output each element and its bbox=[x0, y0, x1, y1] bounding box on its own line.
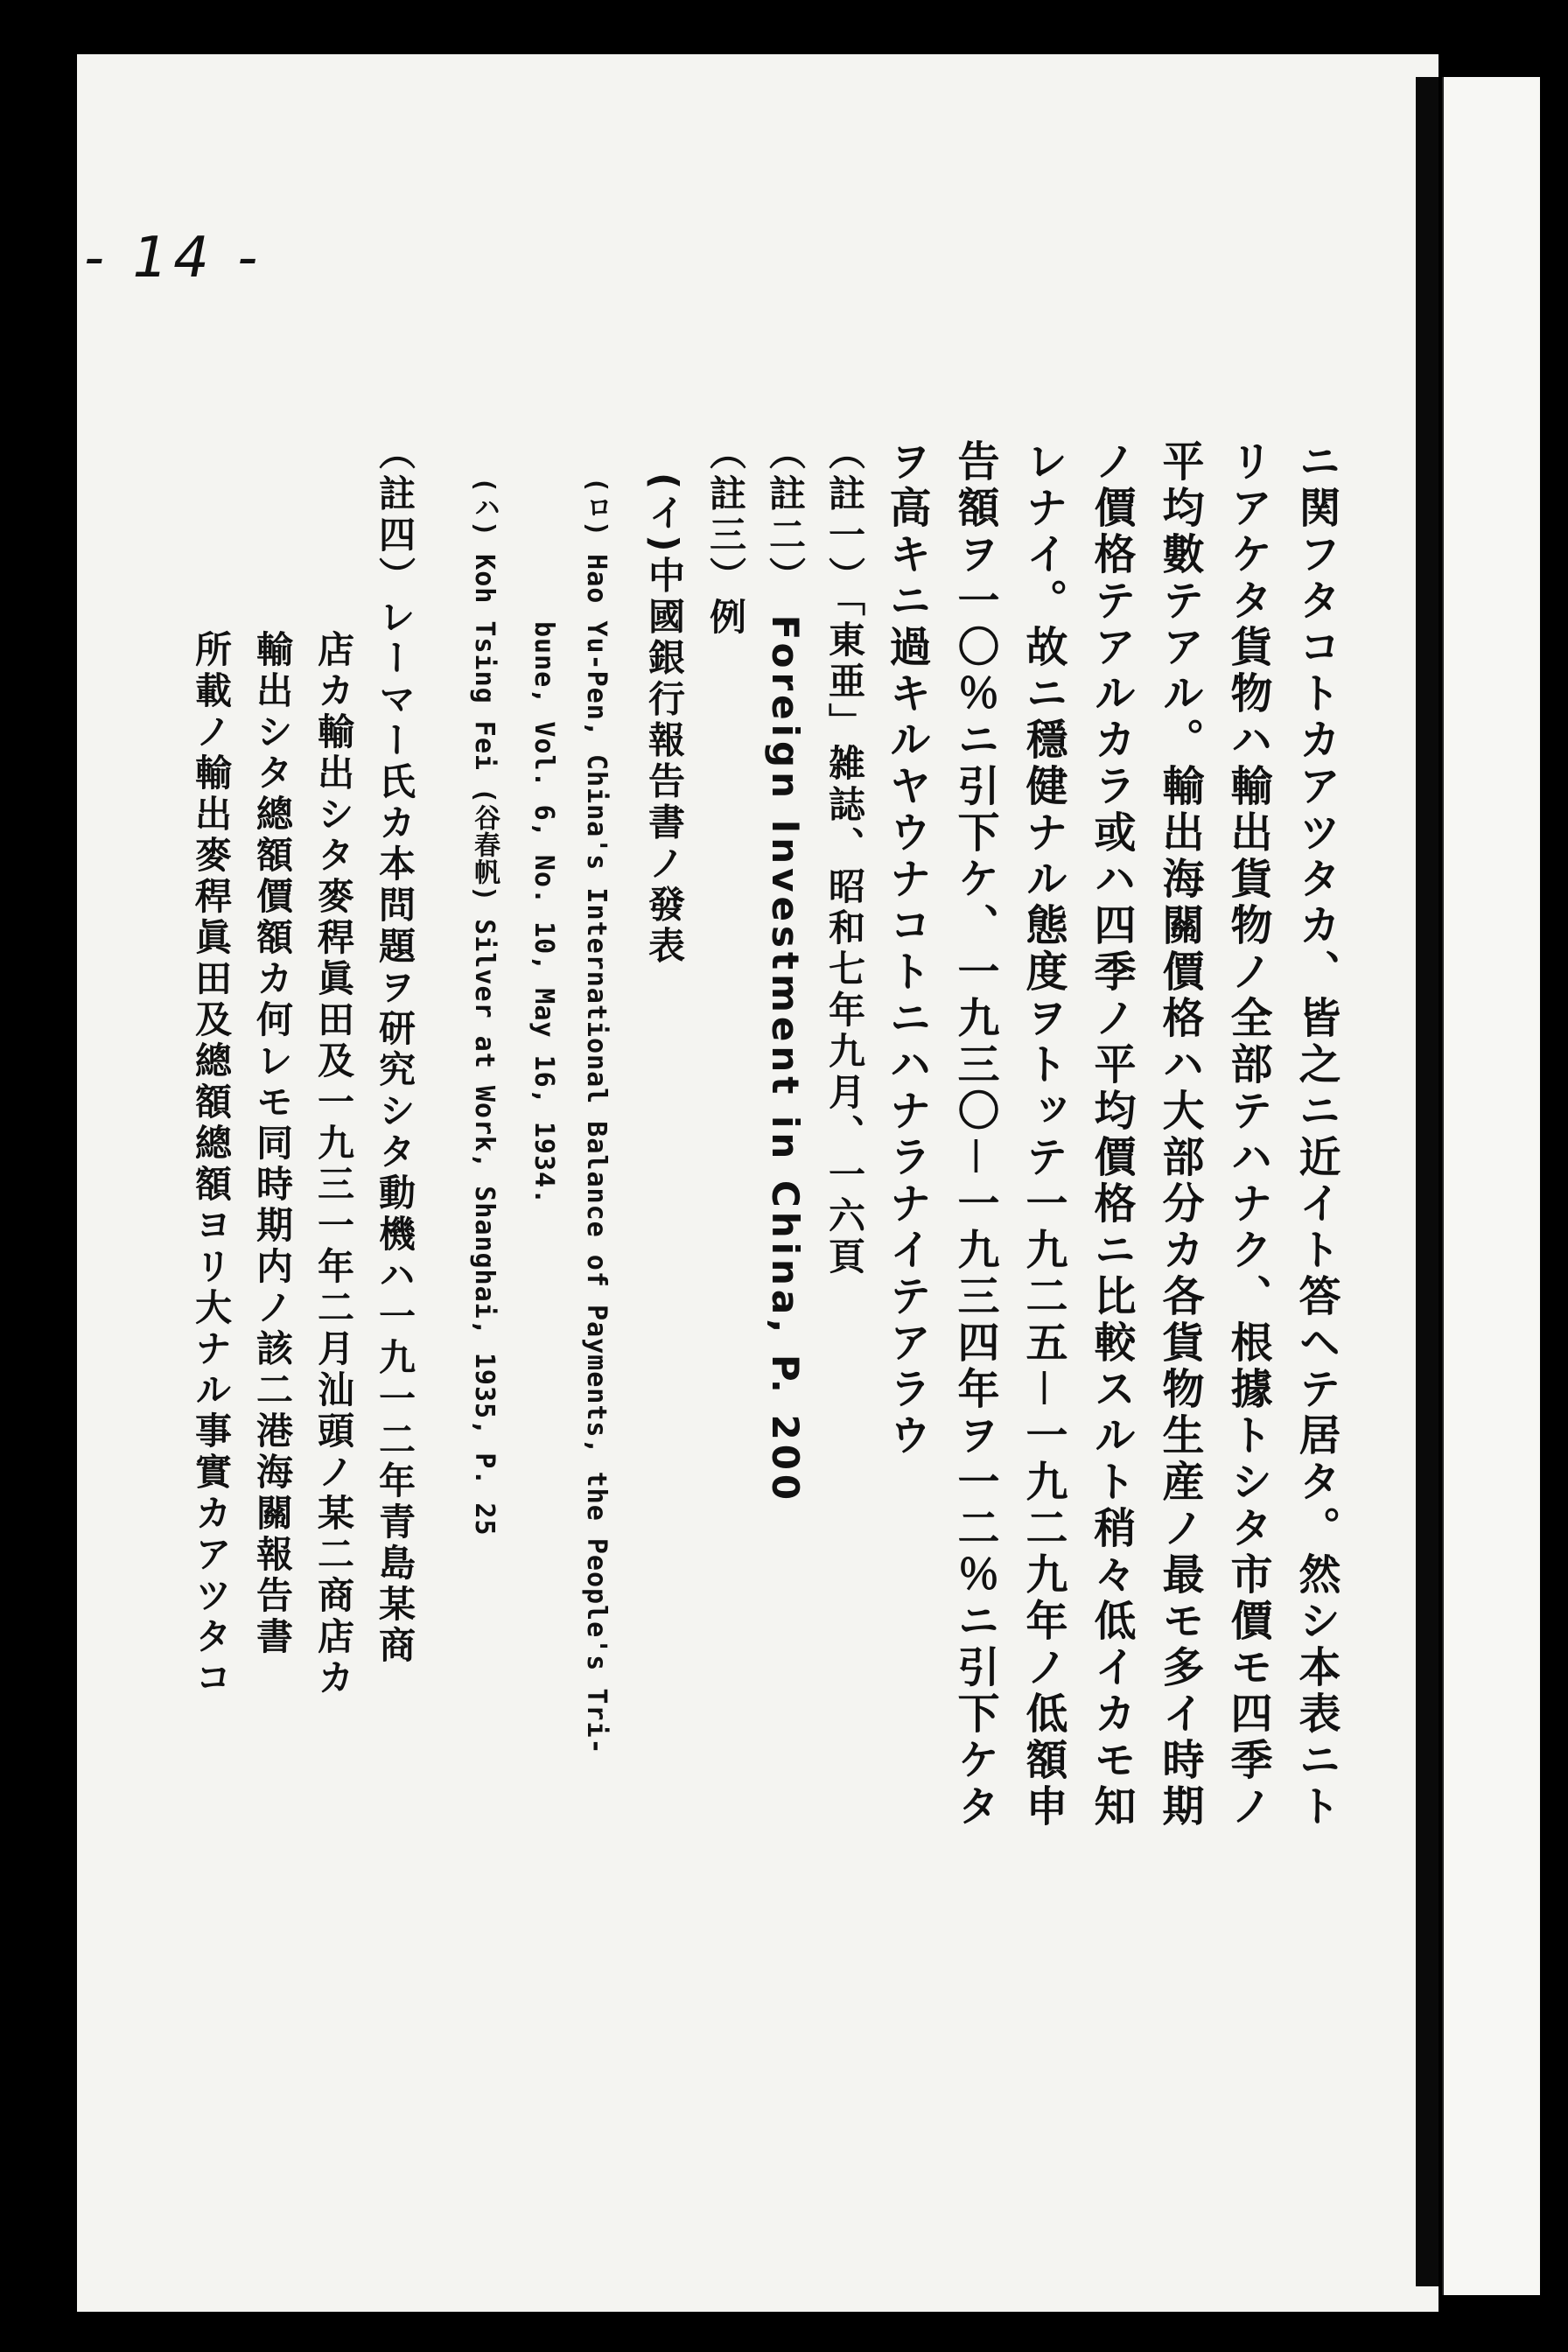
footnote-3-heading: （註三）例 bbox=[704, 433, 747, 639]
footnote-3-item-i: (イ)中國銀行報告書ノ發表 bbox=[643, 472, 686, 968]
footnote-4-cont: 輸出シタ總額價額カ何レモ同時期内ノ該二港海關報告書 bbox=[251, 630, 294, 1658]
footnote-4-cont: 店カ輸出シタ麥稈眞田及一九三一年二月汕頭ノ某二商店カ bbox=[312, 630, 355, 1699]
body-line: ニ関フタコトカアツタカ、皆之ニ近イト答ヘテ居タ。然シ本表ニト bbox=[1292, 439, 1340, 1830]
facing-page-edge bbox=[1442, 77, 1540, 2295]
footnote-3-item-ro-cont: bune, Vol. 6, No. 10, May 16, 1934. bbox=[528, 621, 559, 1206]
page-number: - 14 - bbox=[84, 226, 263, 290]
body-line: ノ價格テアルカラ或ハ四季ノ平均價格ニ比較スルト稍々低イカモ知 bbox=[1087, 439, 1136, 1830]
footnote-1: （註一）「東亜」雑誌、昭和七年九月、一六頁 bbox=[823, 433, 866, 1278]
body-line: ヲ高キニ過キルヤウナコトニハナラナイテアラウ bbox=[882, 439, 931, 1460]
footnote-4-cont: 所載ノ輸出麥稈眞田及總額總額ヨリ大ナル事實カアツタコ bbox=[190, 630, 233, 1699]
footnote-3-item-ha: (ハ) Koh Tsing Fei (谷春帆) Silver at Work, Shanghai, 1935, P. 25 bbox=[469, 477, 500, 1536]
body-line: レナイ。故ニ穩健ナル態度ヲトッテ一九二五－一九二九年ノ低額申 bbox=[1018, 439, 1068, 1831]
page-gutter bbox=[1416, 77, 1438, 2286]
body-line: リアケタ貨物ハ輸出貨物ノ全部テハナク、根據トシタ市價モ四季ノ bbox=[1223, 439, 1272, 1830]
footnote-4: （註四）レーマー氏カ本問題ヲ研究シタ動機ハ一九一二年青島某商 bbox=[374, 433, 416, 1667]
footnote-3-item-ro: (ロ) Hao Yu-Pen, China's International Balance of Payments, the People's Tri- bbox=[581, 477, 612, 1755]
body-line: 平均數テアル。輸出海關價格ハ大部分カ各貨物生産ノ最モ多イ時期 bbox=[1155, 439, 1204, 1830]
body-line: 告額ヲ一〇％ニ引下ケ、一九三〇－一九三四年ヲ一二％ニ引下ケタ bbox=[950, 439, 999, 1831]
footnote-2: （註二） Foreign Investment in China, P. 200 bbox=[764, 433, 807, 1505]
